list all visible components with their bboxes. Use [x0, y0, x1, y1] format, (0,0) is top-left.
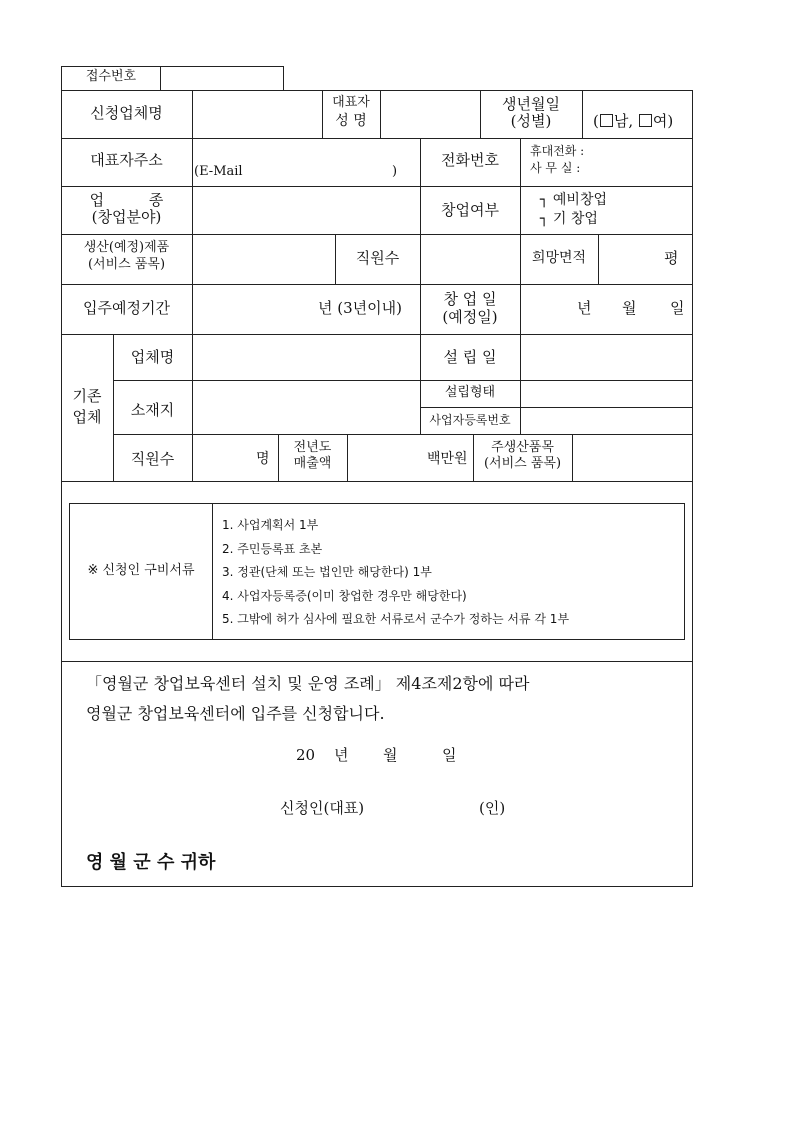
type-label: 설립형태: [444, 385, 496, 400]
product-label-1: 생산(예정)제품: [83, 240, 170, 255]
office-label: 사 무 실 :: [530, 161, 581, 175]
existing-section-label-2: 업체: [72, 408, 102, 426]
founding-year-unit: 년: [577, 299, 592, 317]
revenue-label-1: 전년도: [293, 440, 332, 455]
required-documents-label: ※ 신청인 구비서류: [87, 563, 195, 578]
revenue-unit: 백만원: [427, 451, 468, 467]
area-unit: 평: [664, 249, 679, 267]
existing-employees-unit: 명: [256, 451, 270, 467]
founding-day-unit: 일: [670, 299, 685, 317]
birth-label-1: 생년월일: [502, 95, 560, 113]
founding-label-1: 창 업 일: [443, 290, 497, 308]
email-close: ): [392, 164, 398, 179]
prestartup-label: 예비창업: [552, 192, 607, 208]
female-label: 여): [652, 112, 674, 130]
female-checkbox[interactable]: [639, 114, 652, 127]
required-documents-list: [222, 514, 569, 632]
date-prefix: 20: [296, 746, 316, 764]
prestartup-checkbox-icon: ┐: [540, 192, 549, 208]
existing-section-label-1: 기존: [72, 387, 102, 405]
male-checkbox[interactable]: [600, 114, 613, 127]
existing-label: 기 창업: [552, 211, 598, 227]
date-month-unit: 월: [383, 746, 398, 764]
date-year-unit: 년: [334, 746, 349, 764]
founding-label-2: (예정일): [442, 308, 498, 326]
date-day-unit: 일: [442, 746, 457, 764]
period-label: 입주예정기간: [83, 299, 170, 317]
existing-company-label: 업체명: [130, 348, 175, 366]
prestartup-option[interactable]: [540, 192, 607, 208]
rep-name-field[interactable]: [381, 105, 479, 123]
gender-open-paren: (: [593, 112, 599, 130]
industry-label-2: (창업분야): [91, 208, 162, 226]
declaration-line-1: 「영월군 창업보육센터 설치 및 운영 조례」 제4조제2항에 따라: [86, 674, 530, 693]
rep-name-label-1: 대표자: [332, 95, 370, 110]
founding-month-unit: 월: [622, 299, 637, 317]
company-name-label: 신청업체명: [90, 104, 163, 122]
bizreg-label: 사업자등록번호: [429, 413, 511, 427]
signer-label: 신청인(대표): [280, 799, 365, 817]
mobile-label: 휴대전화 :: [530, 144, 585, 158]
document-item: 1. 사업계획서 1부: [222, 518, 319, 532]
established-label: 설 립 일: [443, 348, 497, 366]
main-product-label-2: (서비스 품목): [483, 456, 562, 471]
gender-selector: [593, 113, 673, 130]
male-label: 남,: [613, 112, 634, 130]
industry-label-1: 업 종: [89, 191, 164, 209]
document-item: 2. 주민등록표 초본: [222, 541, 323, 556]
document-item: 5. 그밖에 허가 심사에 필요한 서류로서 군수가 정하는 서류 각 1부: [222, 612, 570, 626]
address-label: 대표자주소: [90, 151, 163, 169]
declaration-line-2: 영월군 창업보육센터에 입주를 신청합니다.: [86, 704, 385, 723]
birth-label-2: (성별): [510, 112, 552, 130]
existing-option[interactable]: [540, 211, 598, 227]
period-unit: 년 (3년이내): [318, 299, 402, 317]
rep-name-label-2: 성 명: [335, 113, 367, 129]
phone-label: 전화번호: [441, 151, 499, 169]
company-name-field[interactable]: [193, 105, 322, 123]
product-label-2: (서비스 품목): [87, 257, 166, 272]
document-item: 3. 정관(단체 또는 법인만 해당한다) 1부: [222, 565, 432, 579]
area-label: 희망면적: [531, 250, 587, 266]
recipient: 영 월 군 수 귀하: [86, 852, 216, 873]
main-product-label-1: 주생산품목: [491, 440, 554, 455]
existing-employees-label: 직원수: [130, 450, 175, 468]
receipt-label: 접수번호: [85, 69, 137, 84]
employees-label: 직원수: [355, 249, 400, 267]
startup-status-label: 창업여부: [441, 201, 499, 219]
location-label: 소재지: [130, 401, 175, 419]
existing-checkbox-icon: ┐: [540, 211, 549, 227]
seal-mark: (인): [479, 799, 506, 817]
email-label: (E-Mail: [194, 164, 243, 179]
document-item: 4. 사업자등록증(이미 창업한 경우만 해당한다): [222, 588, 467, 603]
revenue-label-2: 매출액: [293, 456, 332, 471]
